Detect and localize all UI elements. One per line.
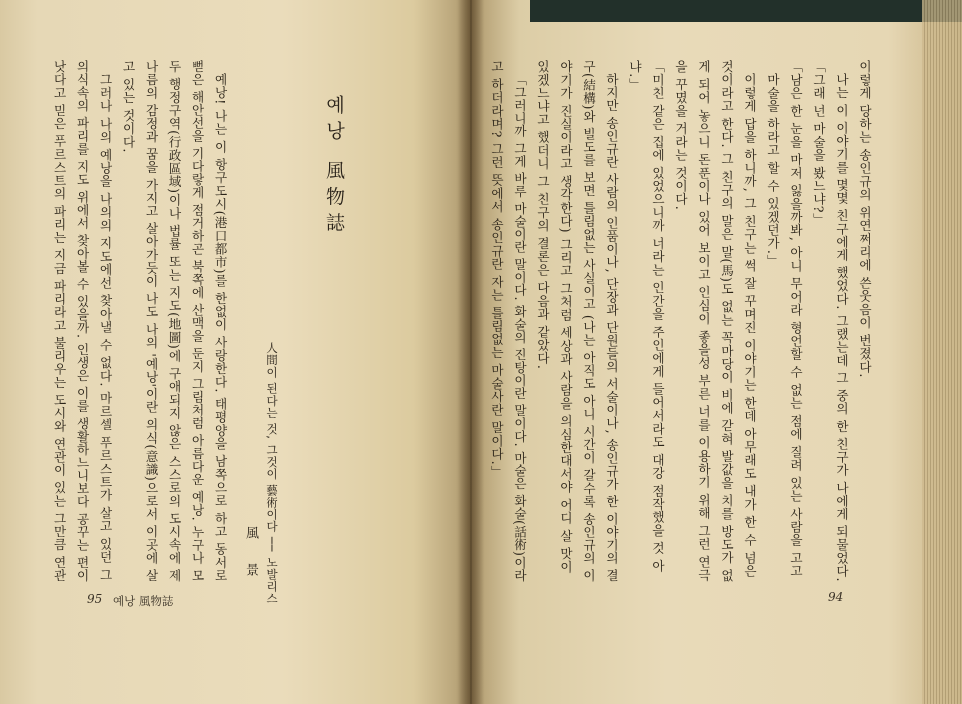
- running-title: 예낭 風物誌: [113, 594, 174, 608]
- text-column: 마술을 하라고 할 수 있겠던가.」: [765, 73, 780, 268]
- left-page: [0, 0, 470, 704]
- text-column: 예낭! 나는 이 항구도시(港口都市)를 한없이 사랑한다. 태평양을 남쪽으로 하고 동서로: [212, 73, 228, 582]
- text-column: 낫다고 믿은 푸르스트의 파리는 지금 파리라고 불리우는 도시와 연관이 있는 그만큼 연관: [51, 60, 67, 582]
- text-column: 「그래 넌 마술을 봤느냐?」: [811, 60, 826, 227]
- page-number: 95: [87, 592, 103, 606]
- text-column: 게 되어 놓으니 돈푼이나 있어 보이고 인심이 좋을성 부른 너를 이용하기 위해 그런 연극: [696, 60, 711, 582]
- text-column: 두 행정구역(行政區域)이나 법률 또는 지도(地圖)에 구애되지 않은 스스로의 도시속에 제: [166, 60, 182, 582]
- text-column: 「남은 한 눈을 마저 잃을까봐, 아니 무어라 형언할 수 없는 점에 질려 있는 사람을 고고: [788, 60, 803, 578]
- epigraph: 人間이 된다는 것, 그것이 藝術이다 ── 노발리스: [265, 342, 279, 605]
- text-column: 나는 이 이야기를 몇몇 친구에게 했었다. 그랬는데 그 중의 한 친구가 나에게 되물었다.: [834, 73, 849, 582]
- text-column: 냐.」: [627, 60, 642, 92]
- background-edge: [530, 0, 962, 22]
- text-column: 의식속의 파리를 지도 위에서 찾아볼 수 있을까. 인생은 이를 생활하느니보다 공꾸는 편이: [74, 60, 90, 582]
- text-column: 뻗은 해안선을 기다랗게 점거하곤 북쪽에 산맥을 둔지 그림처럼 아름다운 예낭. 누구나 모: [189, 60, 205, 582]
- text-column: 나름의 감정과 꿈을 가지고 살아가듯이 나도 나의 '예낭'이란 의식(意識)으로서 이곳에 살: [143, 60, 159, 582]
- chapter-title: 예낭 風物誌: [323, 95, 345, 239]
- text-column: 이렇게 당하는 송인규의 위연쩌리에 쓴웃음이 번졌다.: [857, 60, 872, 379]
- text-column: 야기가 진실이라고 생각한다) 그리고 그처럼 세상과 사람을 의심한대서야 어디 살 맛이: [558, 60, 573, 574]
- section-title: 風 景: [243, 526, 258, 587]
- text-column: 있겠느냐고 했더니 그 친구의 결론은 다음과 같았다.: [535, 60, 550, 370]
- text-column: 고 있는 것이다.: [120, 60, 136, 154]
- text-column: 것이라고 한다. 그 친구의 말은 말(馬)도 없는 꼭마당이 비에 갇혀 발값을 치를 방도가 없: [719, 60, 734, 582]
- text-column: 그러나 나의 예낭을 나의의 지도에선 찾아낼 수 없다. 마르셀 푸르스트가 살고 있던 그: [97, 73, 113, 582]
- text-column: 을 꾸몄을 거라는 것이다.: [673, 60, 688, 211]
- text-column: 하지만 송인규란 사람의 인품이나, 단장과 단원들의 서술이나, 송인규가 한 이야기의 결: [604, 73, 619, 582]
- text-column: 「그러니까 그게 바루 마술이란 말이다. 화술의 진탕이란 말이다. 마술은 화술(話術)이라: [512, 73, 527, 582]
- text-column: 고 하더라며? 그런 뜻에서 송인규란 자는 틀림없는 마술사란 말이다.」: [489, 60, 504, 479]
- text-column: 이렇게 답을 하니까, 그 친구는 썩 잘 꾸며진 이야기는 한데 아무래도 내가 한 수 넘은: [742, 73, 757, 578]
- text-column: 구(結構)와 빌도를 보면 틀림없는 사실이고 (나는 아직도 아니 시간이 갈수록 송인규의 이: [581, 60, 596, 582]
- page-edges: [922, 0, 962, 704]
- book-gutter: [458, 0, 484, 704]
- text-column: 「미친 같은 집에 있었으니까 너라는 인간을 주인에게 들어서라도 대강 점작했을 것 아: [650, 60, 665, 573]
- page-number: 94: [828, 590, 844, 604]
